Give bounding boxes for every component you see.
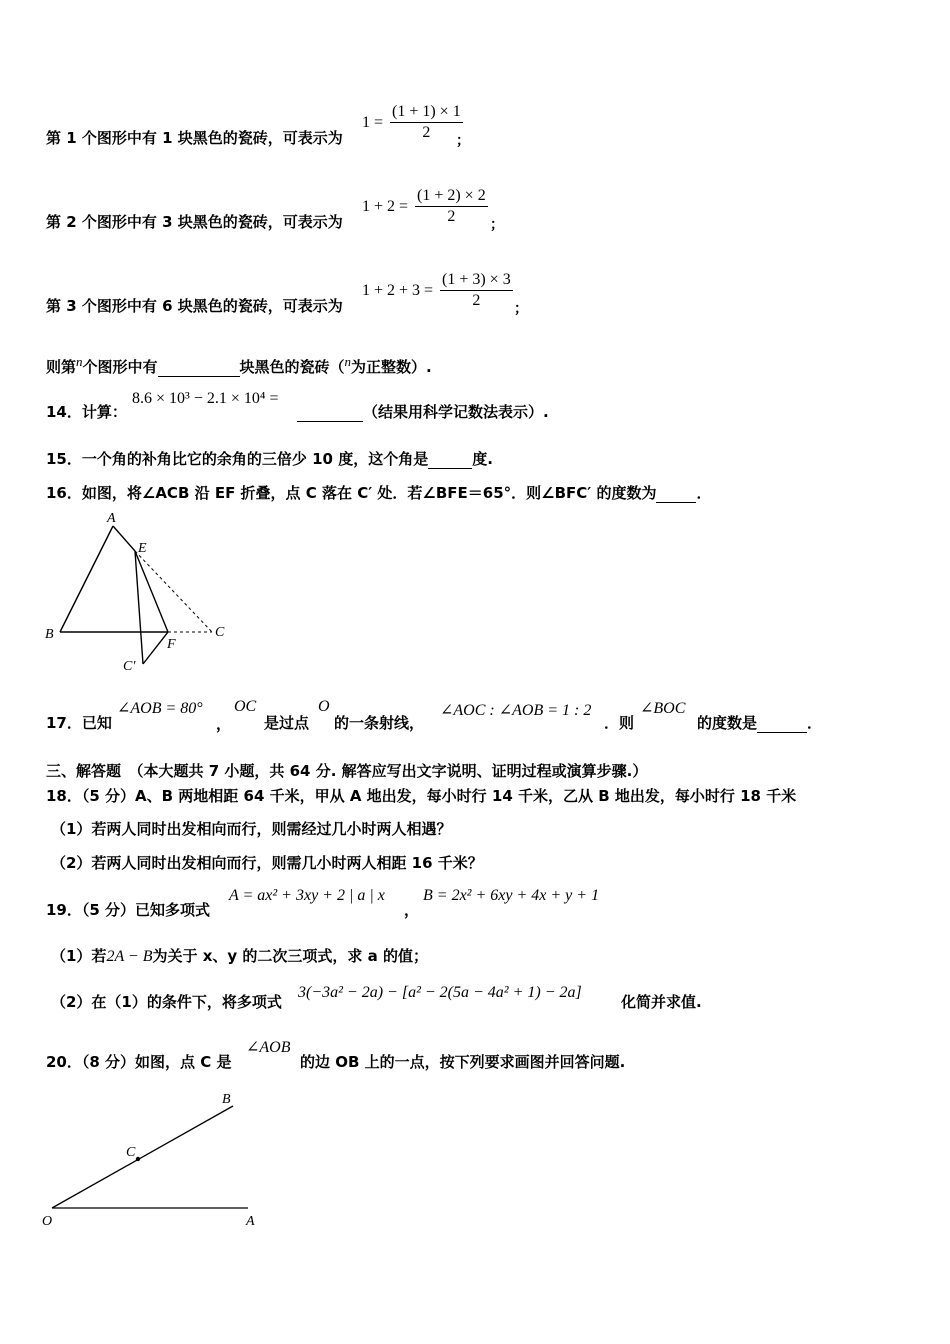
line-1-numerator: (1 + 1) × 1 (390, 102, 463, 123)
line-1-fraction (390, 102, 463, 143)
fig16-label-e: E (138, 541, 147, 556)
q15 (46, 448, 493, 469)
q19-sep: ， (404, 901, 420, 919)
q17-mid3: ．则 (604, 714, 635, 732)
figure-16 (40, 508, 240, 678)
q19-p2-expression: 3(−3a² − 2a) − [a² − 2(5a − 4a² + 1) − 2a] (298, 984, 582, 1001)
answer-blank-14[interactable] (297, 407, 363, 422)
q19-prefix: 19．（5 分）已知多项式 (46, 901, 211, 919)
fig16-line-cpf (143, 632, 168, 664)
q16 (46, 482, 711, 503)
fig16-label-c: C (215, 625, 225, 640)
q17-sep: ， (216, 715, 232, 733)
q19-p1-b: 为关于 x、y 的二次三项式，求 a 的值； (152, 947, 428, 965)
line-1-text: 第 1 个图形中有 1 块黑色的瓷砖，可表示为 (46, 129, 343, 147)
q17-tail (697, 712, 822, 733)
fig20-label-o: O (42, 1214, 53, 1229)
line-4-c: 块黑色的瓷砖（ (239, 358, 345, 376)
line-4 (46, 354, 432, 377)
line-3-end: ； (514, 301, 528, 317)
answer-blank-13[interactable] (158, 362, 240, 377)
line-2-lhs: 1 + 2 = (362, 198, 409, 215)
q16-suffix: ． (696, 484, 712, 502)
q14-suffix: （结果用科学记数法表示）. (363, 403, 549, 421)
fig16-label-f: F (167, 637, 176, 652)
q14-expression: 8.6 × 10³ − 2.1 × 10⁴ = (132, 390, 279, 407)
q19-b-expression: B = 2x² + 6xy + 4x + y + 1 (423, 887, 600, 904)
q14 (46, 401, 127, 422)
q19-p1-a: （1）若 (51, 947, 107, 965)
q17-oc: OC (234, 698, 257, 715)
q15-suffix: 度. (472, 450, 493, 468)
line-2 (46, 211, 343, 232)
q19-part-1 (51, 945, 428, 966)
line-1-end: ； (456, 133, 470, 149)
q18-text: 18．（5 分）A、B 两地相距 64 千米，甲从 A 地出发，每小时行 14 千米，乙从 B 地出发，每小时行 18 千米 (46, 787, 797, 805)
q20-angle: ∠AOB (246, 1039, 291, 1056)
line-3-numerator: (1 + 3) × 3 (440, 270, 513, 291)
q19-p1-expr: 2A − B (106, 948, 153, 965)
line-4-n2: n (344, 354, 352, 369)
fig20-point-c (136, 1157, 140, 1161)
q17-prefix-line (46, 712, 112, 733)
q20-suffix: 的边 OB 上的一点，按下列要求画图并回答问题. (300, 1053, 626, 1071)
q17-boc: ∠BOC (640, 700, 686, 717)
fig20-label-c: C (126, 1145, 136, 1160)
answer-blank-16[interactable] (656, 488, 696, 503)
line-1-lhs: 1 = (362, 114, 384, 131)
q19-a-expression: A = ax² + 3xy + 2 | a | x (229, 887, 385, 904)
fig16-label-cprime: C′ (123, 659, 136, 674)
q20-prefix: 20．（8 分）如图，点 C 是 (46, 1053, 232, 1071)
q17-mid: 是过点 (264, 714, 310, 732)
fig16-line-ae (113, 526, 135, 551)
line-4-b: 个图形中有 (82, 358, 158, 376)
q19-p2-b: 化简并求值. (621, 993, 702, 1011)
q17-angle-aob: ∠AOB = 80° (117, 700, 203, 717)
line-3 (46, 295, 343, 316)
line-1 (46, 127, 343, 148)
line-3-lhs: 1 + 2 + 3 = (362, 282, 434, 299)
fig16-line-ec (135, 551, 212, 632)
line-2-end: ； (490, 217, 504, 233)
fig16-label-a: A (107, 511, 116, 526)
line-3-denominator: 2 (472, 292, 481, 309)
line-2-numerator: (1 + 2) × 2 (415, 186, 488, 207)
fig20-ray-ob (52, 1106, 233, 1208)
line-3-fraction (440, 270, 513, 311)
line-2-text: 第 2 个图形中有 3 块黑色的瓷砖，可表示为 (46, 213, 343, 231)
q17-ratio: ∠AOC : ∠AOB = 1 : 2 (440, 702, 592, 719)
q15-text: 15．一个角的补角比它的余角的三倍少 10 度，这个角是 (46, 450, 429, 468)
q17-prefix: 17．已知 (46, 714, 112, 732)
figure-20 (40, 1085, 280, 1235)
section-3-heading: 三、解答题 （本大题共 7 小题，共 64 分. 解答应写出文字说明、证明过程或演算步骤.） (46, 762, 648, 780)
q17-suffix: 的度数是 (697, 714, 758, 732)
line-2-denominator: 2 (447, 208, 456, 225)
q16-text: 16．如图，将∠ACB 沿 EF 折叠，点 C 落在 C′ 处．若∠BFE＝65°．则∠BFC′ 的度数为 (46, 484, 657, 502)
line-3-text: 第 3 个图形中有 6 块黑色的瓷砖，可表示为 (46, 297, 343, 315)
q19-p2-a: （2）在（1）的条件下，将多项式 (51, 993, 282, 1011)
line-4-d: 为正整数）. (351, 358, 432, 376)
q19-part-2 (51, 991, 282, 1012)
q14-tail (297, 401, 549, 422)
fig20-label-b: B (222, 1092, 231, 1107)
fig16-label-b: B (45, 627, 54, 642)
answer-blank-17[interactable] (757, 718, 807, 733)
q17-end: ． (807, 714, 823, 732)
q17-o: O (318, 698, 330, 715)
answer-blank-15[interactable] (428, 454, 472, 469)
q17-mid2: 的一条射线， (334, 714, 425, 732)
q14-prefix: 14．计算： (46, 403, 127, 421)
fig16-line-ba (60, 526, 113, 632)
q18-part-1: （1）若两人同时出发相向而行，则需经过几小时两人相遇？ (51, 820, 452, 838)
line-1-denominator: 2 (422, 124, 431, 141)
line-4-a: 则第 (46, 358, 77, 376)
q18-part-2: （2）若两人同时出发相向而行，则需几小时两人相距 16 千米？ (51, 854, 483, 872)
line-2-fraction (415, 186, 488, 227)
line-4-n: n (76, 354, 83, 369)
fig20-label-a: A (246, 1214, 255, 1229)
